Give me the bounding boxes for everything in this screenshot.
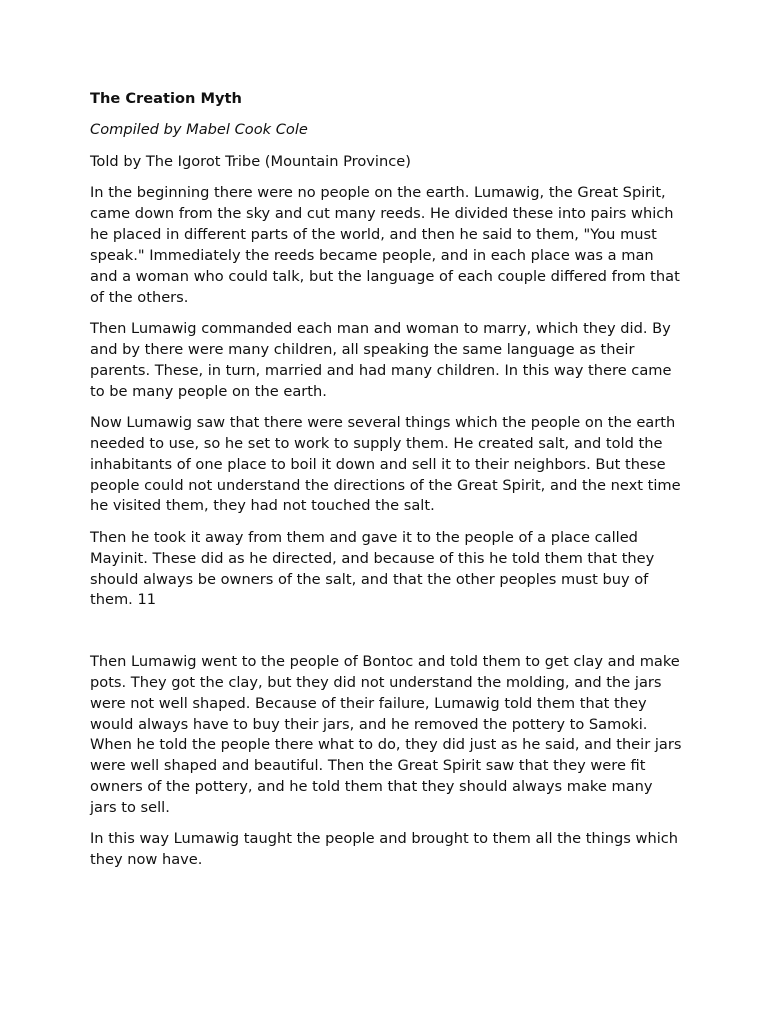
document-page (90, 89, 682, 882)
paragraph-4: Then he took it away from them and gave it to the people of a place called Mayinit. These did as he directed, and because of this he told them that they should always be owners of the salt, and that the other peoples must buy of them. 11 (90, 528, 655, 609)
document-title: The Creation Myth (90, 90, 242, 107)
teller-line: Told by The Igorot Tribe (Mountain Province) (90, 152, 411, 170)
blank-gap (90, 622, 682, 652)
compiler-byline: Compiled by Mabel Cook Cole (90, 121, 308, 139)
paragraph-1: In the beginning there were no people on the earth. Lumawig, the Great Spirit, came down from the sky and cut many reeds. He divided these into pairs which he placed in different parts of the world, and then he said to them, "You must speak." Immediately the reeds became people, and in each place was a man and a woman who could talk, but the language of each couple differed from that of the others. (90, 184, 680, 306)
paragraph-5: Then Lumawig went to the people of Bontoc and told them to get clay and make pots. They got the clay, but they did not understand the molding, and the jars were not well shaped. Because of their failure, Lumawig told them that they would always have to buy their jars, and he removed the pottery to Samoki. When he told the people there what to do, they did just as he said, and their jars were well shaped and beautiful. Then the Great Spirit saw that they were fit owners of the pottery, and he told them that they should always make many jars to sell. (90, 652, 682, 817)
paragraph-2: Then Lumawig commanded each man and woman to marry, which they did. By and by there were many children, all speaking the same language as their parents. These, in turn, married and had many children. In this way there came to be many people on the earth. (90, 319, 672, 400)
paragraph-3: Now Lumawig saw that there were several things which the people on the earth needed to use, so he set to work to supply them. He created salt, and told the inhabitants of one place to boil it down and sell it to their neighbors. But these people could not understand the directions of the Great Spirit, and the next time he visited them, they had not touched the salt. (90, 413, 681, 515)
paragraph-6: In this way Lumawig taught the people and brought to them all the things which they now have. (90, 830, 679, 869)
